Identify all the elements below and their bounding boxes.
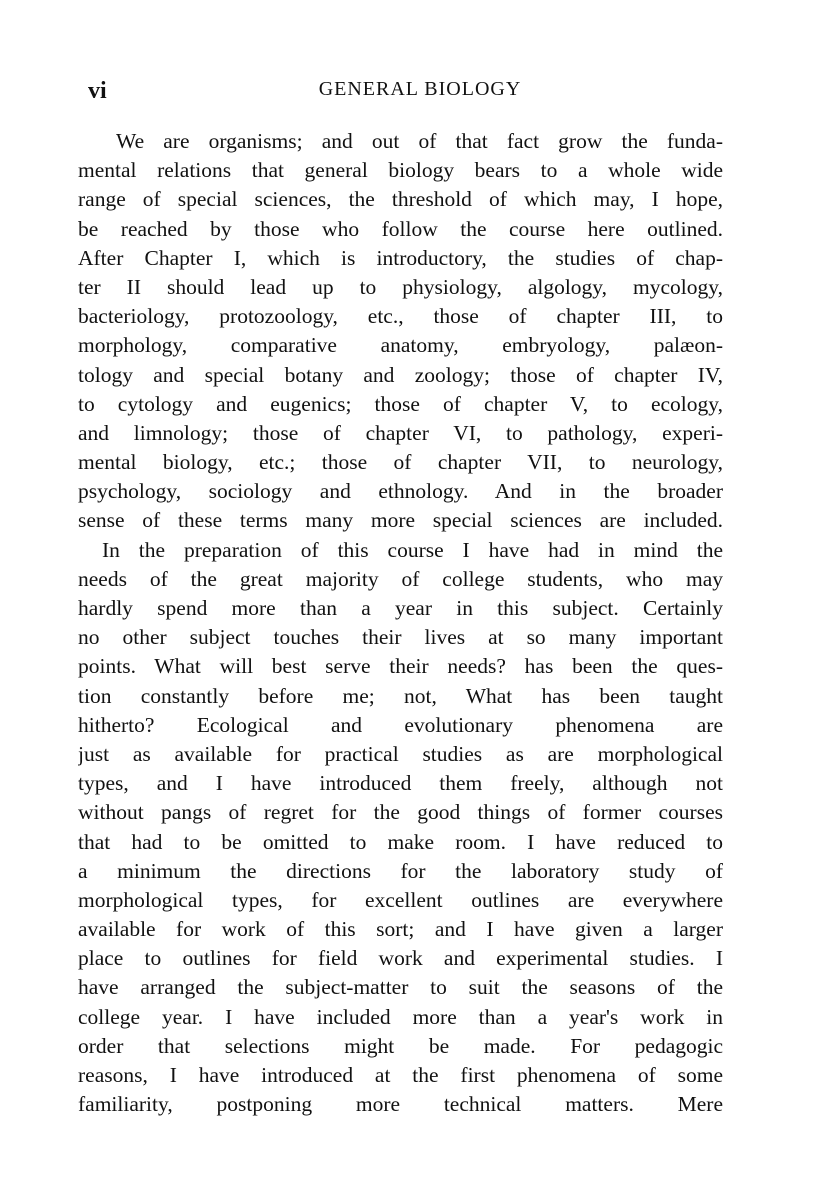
- text-line: have arranged the subject-matter to suit the seasons of the: [78, 975, 723, 1000]
- text-line: After Chapter I, which is introductory, the studies of chap-: [78, 245, 723, 270]
- text-line: and limnology; those of chapter VI, to pathology, experi-: [78, 420, 723, 445]
- text-line: hardly spend more than a year in this subject. Certainly: [78, 596, 723, 620]
- text-line: a minimum the directions for the laboratory study of: [78, 858, 723, 883]
- text-line: be reached by those who follow the course here outlined.: [78, 216, 723, 241]
- text-line: without pangs of regret for the good things of former courses: [78, 800, 723, 825]
- page-number: vi: [88, 78, 107, 104]
- text-line: psychology, sociology and ethnology. And in the broader: [78, 479, 723, 504]
- running-head: GENERAL BIOLOGY: [318, 78, 522, 100]
- text-line: sense of these terms many more special sciences are included.: [78, 508, 723, 533]
- text-line: hitherto? Ecological and evolutionary phenomena are: [78, 712, 723, 737]
- body-text: [78, 127, 723, 1119]
- text-line: morphological types, for excellent outlines are everywhere: [78, 887, 723, 912]
- text-line: range of special sciences, the threshold of which may, I hope,: [78, 187, 723, 212]
- text-line: mental relations that general biology bears to a whole wide: [78, 158, 723, 183]
- text-line: types, and I have introduced them freely, although not: [78, 771, 723, 796]
- text-line: just as available for practical studies as are morphological: [78, 741, 723, 766]
- text-line: place to outlines for field work and experimental studies. I: [78, 946, 723, 971]
- text-line: to cytology and eugenics; those of chapter V, to ecology,: [78, 391, 723, 416]
- text-line: In the preparation of this course I have had in mind the: [102, 537, 723, 562]
- text-line: tology and special botany and zoology; those of chapter IV,: [78, 362, 723, 387]
- text-line: order that selections might be made. For pedagogic: [78, 1033, 723, 1058]
- text-line: available for work of this sort; and I have given a larger: [78, 917, 723, 942]
- text-line: bacteriology, protozoology, etc., those of chapter III, to: [78, 304, 723, 329]
- text-line: tion constantly before me; not, What has been taught: [78, 683, 723, 708]
- text-line: morphology, comparative anatomy, embryology, palæon-: [78, 333, 723, 358]
- text-line: no other subject touches their lives at so many important: [78, 625, 723, 650]
- text-line: college year. I have included more than a year's work in: [78, 1004, 723, 1029]
- text-line: We are organisms; and out of that fact grow the funda-: [116, 129, 723, 153]
- text-line: familiarity, postponing more technical matters. Mere: [78, 1092, 723, 1117]
- text-line: that had to be omitted to make room. I have reduced to: [78, 829, 723, 854]
- page-header: [0, 70, 840, 110]
- text-line: points. What will best serve their needs? has been the ques-: [78, 654, 723, 679]
- text-line: reasons, I have introduced at the first phenomena of some: [78, 1063, 723, 1087]
- text-line: mental biology, etc.; those of chapter VII, to neurology,: [78, 450, 723, 475]
- text-line: ter II should lead up to physiology, algology, mycology,: [78, 274, 723, 299]
- text-line: needs of the great majority of college students, who may: [78, 566, 723, 591]
